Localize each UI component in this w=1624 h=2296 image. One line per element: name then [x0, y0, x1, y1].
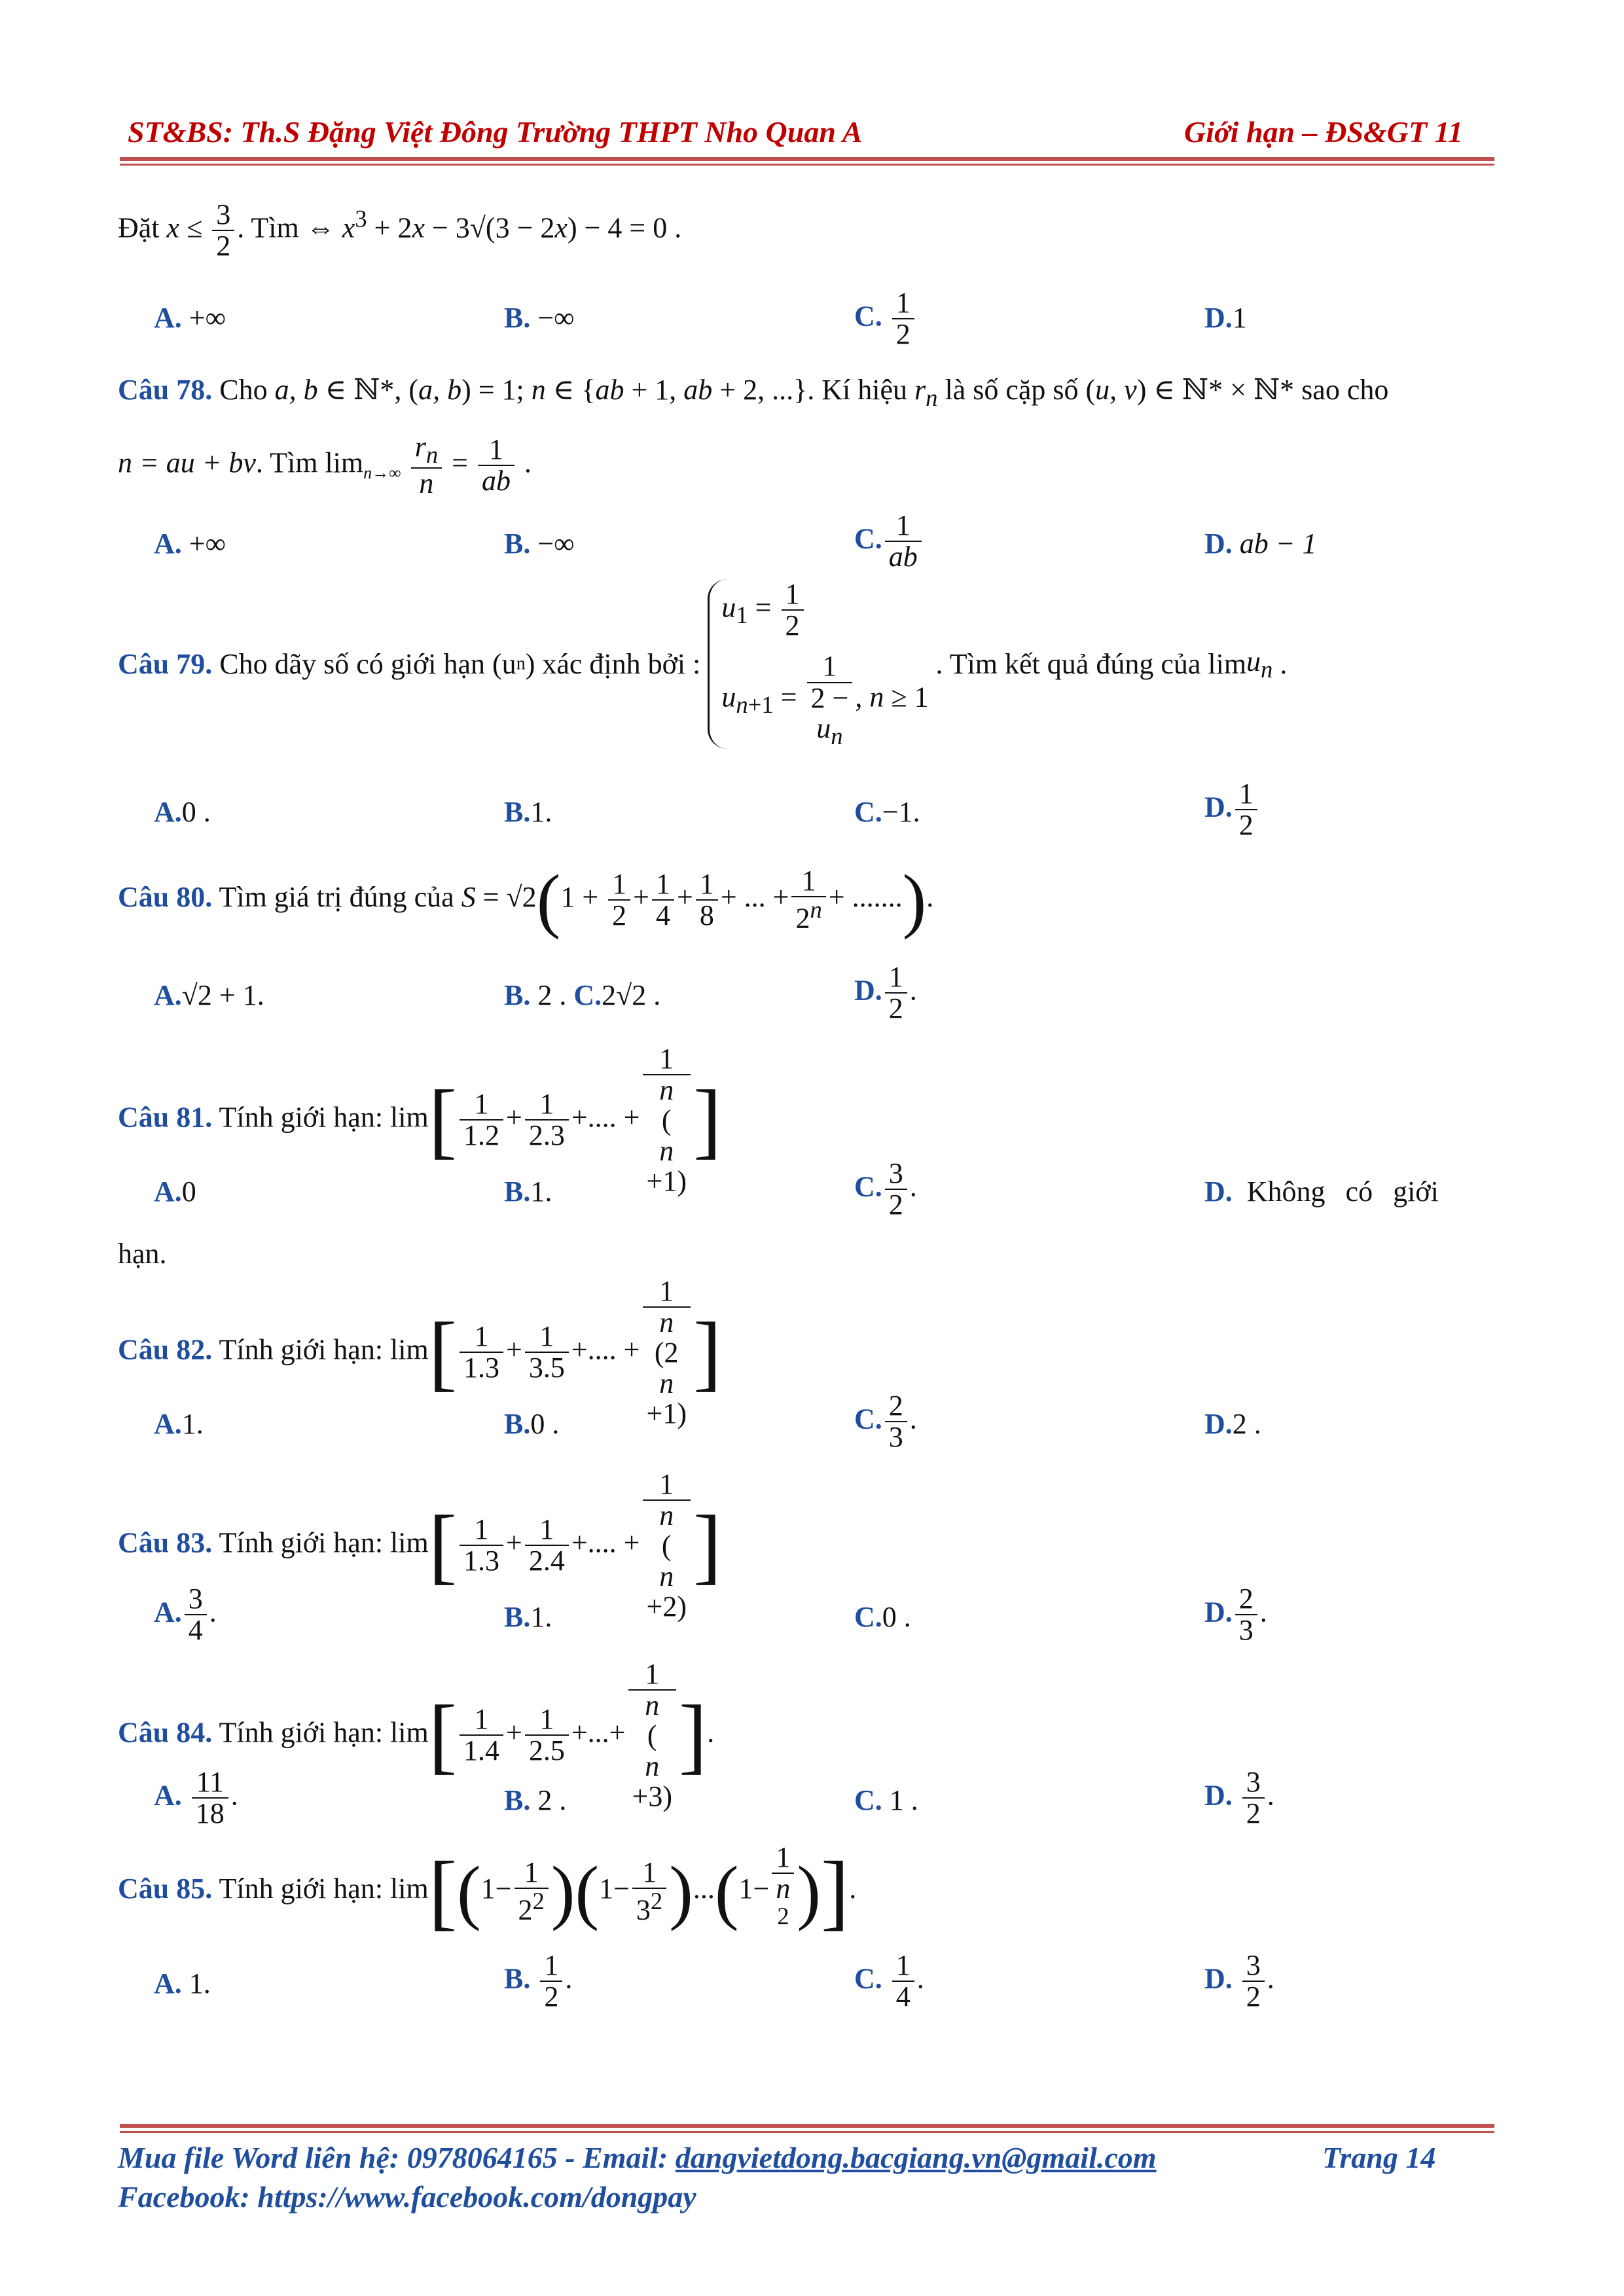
q83-line: Câu 83. Tính giới hạn: lim[ $\frac{1}{1.3}$ + $\frac{1}{2.4}$ +.... + 1 n ( n +2) ]: [118, 1468, 722, 1623]
header-rule: [120, 157, 1494, 161]
question-label: Câu 85.: [118, 1873, 213, 1905]
option-b-value: −∞: [537, 302, 575, 334]
footer-rule: [120, 2124, 1494, 2128]
question-label: Câu 78.: [118, 374, 213, 406]
q78-line2: n = au + bv. Tìm $\lim_{n\to\infty}$ $\frac{r_n}{n}$ = $\frac{1}{ab}$ .: [118, 431, 532, 500]
recurrence-system: $u_1$ = $\frac{1}{2}$ $u_{n+1}$ = 1 2 − $u_n$ , n ≥ 1: [708, 579, 928, 749]
footer-rule-thin: [120, 2131, 1494, 2133]
intro-line: Đặt x ≤ $\frac{3}{2}$ . Tìm ⇔ $x^3 + 2x - 3√(3 - 2x) - 4 = 0$ .: [118, 198, 682, 262]
question-label: Câu 79.: [118, 648, 213, 681]
option-a-value: +∞: [189, 302, 226, 334]
fraction: $\frac{3}{2}$: [212, 200, 234, 261]
question-label: Câu 83.: [118, 1526, 213, 1559]
q82-line: Câu 82. Tính giới hạn: lim[ $\frac{1}{1.3}$ + $\frac{1}{3.5}$ +.... + 1 n (2 n +1) ]: [118, 1275, 722, 1429]
footer-line1: Mua file Word liên hệ: 0978064165 - Email: dangvietdong.bacgiang.vn@gmail.com: [118, 2141, 1157, 2174]
page-number: Trang 14: [1322, 2141, 1436, 2174]
q78-line1: Câu 78. Cho a, b ∈ ℕ*, (a, b) = 1; n ∈ {ab + 1, ab + 2, ...}. Kí hiệu $r_n$ là số cặp số (u, v) ∈ ℕ* × ℕ* sao cho: [118, 374, 1389, 411]
q84-line: Câu 84. Tính giới hạn: lim[ $\frac{1}{1.4}$ + $\frac{1}{2.5}$ +...+ 1 n ( n +3) ].: [118, 1658, 715, 1812]
header-right: Giới hạn – ĐS&GT 11: [1184, 115, 1463, 149]
question-label: Câu 82.: [118, 1333, 213, 1366]
option-d-value: 1: [1232, 302, 1247, 334]
question-label: Câu 81.: [118, 1101, 213, 1134]
page-header: [128, 115, 1463, 154]
q79-line: Câu 79. Cho dãy số có giới hạn (un) xác định bởi : $u_1$ = $\frac{1}{2}$ $u_{n+1}$ = 1 2 − $u_n$ , n ≥ 1 . Tìm kết quả đúng của limu$_n$ .: [118, 578, 1288, 749]
footer-facebook[interactable]: Facebook: https://www.facebook.com/dongpay: [118, 2180, 696, 2214]
question-label: Câu 80.: [118, 881, 213, 914]
q81-line: Câu 81. Tính giới hạn: lim[ $\frac{1}{1.2}$ + $\frac{1}{2.3}$ +.... + 1 n ( n +1) ]: [118, 1043, 722, 1197]
q80-line: Câu 80. Tìm giá trị đúng của S = √2(1 + $\frac{1}{2}$ + $\frac{1}{4}$ + $\frac{1}{8}$ + ... + $\frac{1}{2^n}$ + .......).: [118, 860, 934, 940]
header-rule-thin: [120, 164, 1494, 166]
q85-line: Câu 85. Tính giới hạn: lim[(1− $\frac{1}{2^2}$ )(1− $\frac{1}{3^2}$ )...(1− 1 n $^2$ )].: [118, 1841, 857, 1939]
header-left: ST&BS: Th.S Đặng Việt Đông Trường THPT Nho Quan A: [128, 115, 863, 149]
email-link[interactable]: dangvietdong.bacgiang.vn@gmail.com: [675, 2141, 1157, 2174]
question-label: Câu 84.: [118, 1716, 213, 1749]
